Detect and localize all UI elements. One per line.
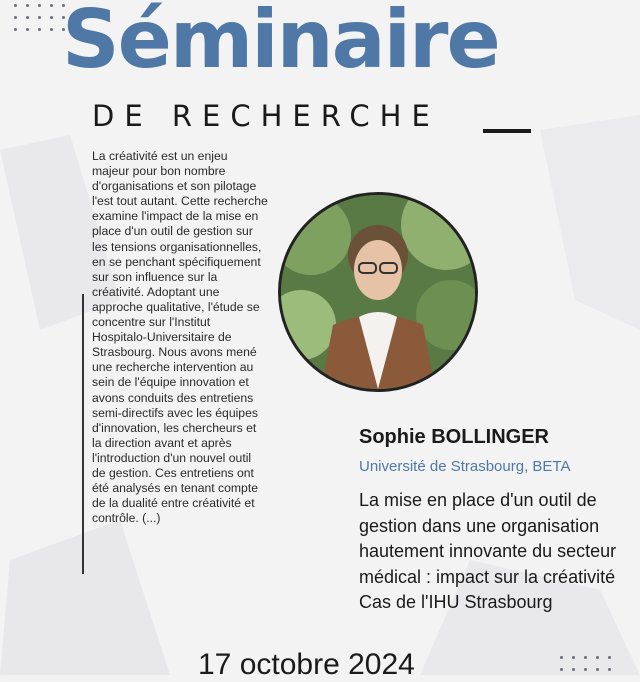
- abstract-text: La créativité est un enjeu majeur pour bon nombre d'organisations et son pilotage l'est tout autant. Cette recherche examine l'impact de la mise en place d'un outil de gestion sur les tensions organisationnelles, en se penchant spécifiquement sur son influence sur la créativité. Adoptant une approche qualitative, l'étude se concentre sur l'Institut Hospitalo-Universitaire de Strasbourg. Nous avons mené une recherche intervention au sein de l'équipe innovation et avons conduits des entretiens semi-directifs avec les équipes d'innovation, les chercheurs et la direction avant et après l'introduction d'un nouvel outil de gestion. Ces entretiens ont été analysés en tenant compte de la dualité entre créativité et contrôle. (...): [92, 149, 268, 526]
- talk-subtitle: Cas de l'IHU Strasbourg: [359, 592, 553, 612]
- subtitle-underline: [483, 129, 531, 133]
- page-subtitle: DE RECHERCHE: [92, 99, 440, 133]
- event-date: 17 octobre 2024: [198, 648, 415, 681]
- speaker-affiliation: Université de Strasbourg, BETA: [359, 458, 571, 475]
- speaker-name: Sophie BOLLINGER: [359, 426, 549, 448]
- speaker-photo: [278, 192, 478, 392]
- talk-info: [359, 488, 634, 616]
- talk-title: La mise en place d'un outil de gestion dans une organisation hautement innovante du secteur médical : impact sur la créativité: [359, 490, 617, 587]
- page-title: Séminaire: [62, 0, 499, 86]
- abstract-divider: [82, 294, 84, 574]
